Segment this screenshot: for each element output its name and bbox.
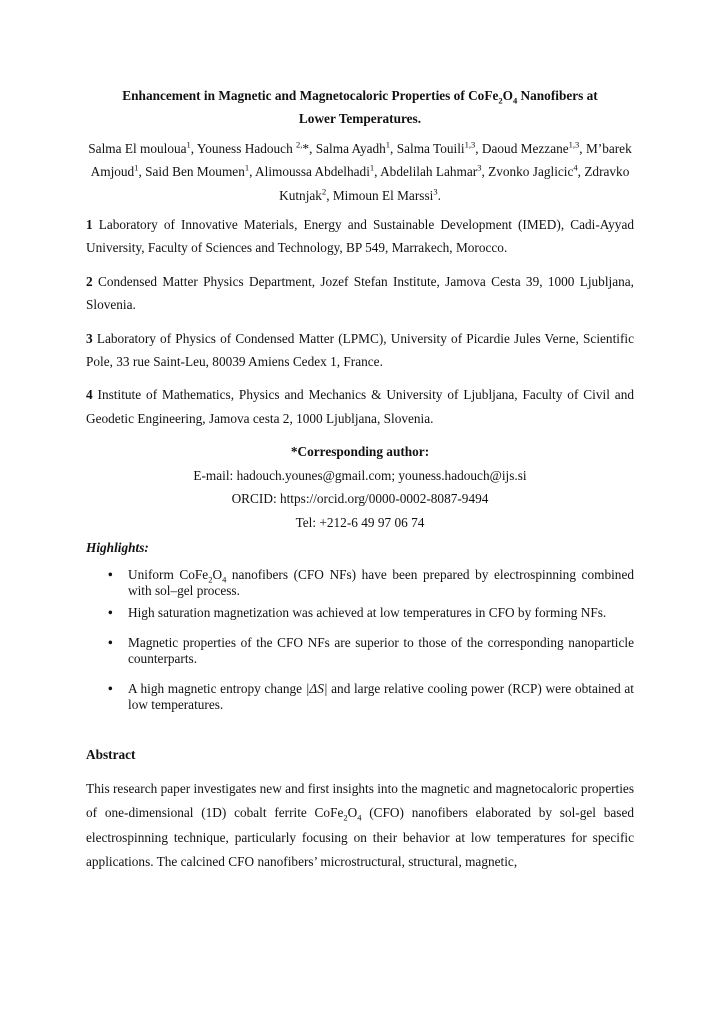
affiliation-item (86, 213, 634, 260)
author-entry (333, 188, 441, 203)
highlight-text: High saturation magnetization was achieved at low temperatures in CFO by forming NFs. (128, 605, 607, 621)
author-affiliation-sup: 1 (244, 162, 250, 173)
author-entry (488, 164, 584, 179)
corresponding-orcid: ORCID: https://orcid.org/0000-0002-8087-9494 (231, 491, 489, 507)
highlight-subscript: 2 (208, 574, 213, 585)
highlight-item (108, 605, 634, 621)
title-line2: Lower Temperatures. (298, 111, 422, 127)
paper-body (86, 84, 634, 875)
affiliation-item (86, 383, 634, 430)
affiliation-item (86, 270, 634, 317)
bullet-icon: • (108, 567, 113, 583)
bullet-icon: • (108, 635, 113, 651)
author-entry (397, 141, 482, 156)
title-subscript: 4 (512, 95, 518, 106)
affiliation-list (86, 213, 634, 430)
author-name: M’barek Amjoud (90, 140, 632, 180)
author-entry (197, 141, 316, 156)
highlight-text: Magnetic properties of the CFO NFs are superior to those of the corresponding nanoparticle counterparts. (128, 635, 634, 667)
author-affiliation-sup: 3 (477, 162, 482, 173)
affiliation-item (86, 327, 634, 374)
author-separator: , (579, 140, 586, 156)
author-name: Abdelilah Lahmar (380, 164, 478, 180)
author-separator: , (138, 164, 146, 180)
correspondence-block (86, 440, 634, 534)
title-text-post: Nanofibers at (517, 88, 598, 103)
affiliation-text: Institute of Mathematics, Physics and Mechanics & University of Ljubljana, Faculty of Civil and Geodetic Engineering, Jamova cesta 2, 1000 Ljubljana, Slovenia. (86, 387, 634, 426)
author-affiliation-sup: 2, (296, 139, 303, 150)
author-affiliation-sup: 1 (186, 139, 191, 150)
affiliation-number: 1 (86, 217, 93, 233)
author-separator: , (390, 140, 397, 156)
abstract-text-mid: O (347, 805, 358, 821)
author-separator: , (475, 140, 482, 156)
abstract-subscript: 2 (343, 812, 348, 823)
affiliation-number: 4 (86, 387, 93, 403)
author-entry (316, 141, 397, 156)
author-separator: . (437, 187, 441, 203)
author-name: Zvonko Jaglicic (488, 164, 574, 180)
title-text-mid: O (502, 88, 513, 103)
author-affiliation-sup: 3 (433, 186, 438, 197)
author-affiliation-sup: 4 (573, 162, 578, 173)
author-affiliation-sup: 1,3 (464, 139, 476, 150)
author-separator: , (374, 164, 381, 180)
author-entry (255, 164, 380, 179)
highlights-list (86, 567, 634, 713)
corresponding-author-heading: *Corresponding author: (290, 444, 430, 460)
author-separator: , (481, 164, 489, 180)
highlight-item (108, 681, 634, 713)
author-separator: , (190, 140, 197, 156)
affiliation-number: 2 (86, 273, 93, 289)
author-name: Youness Hadouch (196, 140, 297, 156)
highlight-item (108, 635, 634, 667)
abstract-subscript: 4 (357, 812, 362, 823)
title-text-pre: Enhancement in Magnetic and Magnetocaloric Properties of CoFe (122, 88, 499, 103)
author-name: Zdravko Kutnjak (279, 164, 630, 203)
author-name: Alimoussa Abdelhadi (255, 164, 370, 180)
author-name: Said Ben Moumen (145, 164, 245, 180)
highlight-subscript: 4 (222, 574, 227, 585)
corresponding-email: E-mail: hadouch.younes@gmail.com; youness.hadouch@ijs.si (193, 467, 527, 483)
highlights-heading: Highlights: (86, 539, 149, 555)
author-name: Salma El mouloua (88, 140, 187, 156)
highlight-text: Uniform CoFe (128, 567, 209, 583)
author-name: Salma Ayadh (315, 140, 386, 156)
author-separator: , (326, 187, 333, 203)
highlight-item (108, 567, 634, 599)
author-separator: , (577, 164, 585, 180)
corresponding-tel: Tel: +212-6 49 97 06 74 (295, 514, 425, 530)
affiliation-text: Laboratory of Physics of Condensed Matter (LPMC), University of Picardie Jules Verne, Scientific Pole, 33 rue Saint-Leu, 80039 Amiens Cedex 1, France. (86, 330, 634, 370)
highlight-text: nanofibers (CFO NFs) have been prepared by electrospinning combined with sol–gel process. (128, 567, 634, 599)
author-affiliation-sup: 2 (321, 186, 327, 197)
author-entry (380, 164, 488, 179)
author-name: Mimoun El Marssi (332, 187, 434, 203)
highlight-text: and large relative cooling power (RCP) were obtained at low temperatures. (128, 681, 634, 713)
highlight-math: |ΔS| (305, 681, 328, 697)
paper-title (86, 84, 634, 131)
abstract-heading: Abstract (86, 747, 136, 763)
author-entry (88, 141, 197, 156)
author-list (86, 137, 634, 207)
title-subscript: 2 (498, 95, 503, 106)
author-affiliation-sup: 1,3 (568, 139, 580, 150)
abstract-text (86, 777, 634, 875)
author-affiliation-sup: 1 (134, 162, 139, 173)
author-affiliation-sup: 1 (369, 162, 375, 173)
author-separator: , (309, 140, 316, 156)
author-entry (145, 164, 255, 179)
highlight-text: O (212, 567, 223, 583)
corresponding-marker: * (302, 140, 310, 156)
bullet-icon: • (108, 681, 113, 697)
abstract-text-pre: This research paper investigates new and first insights into the magnetic and magnetocaloric properties of one-dimensional (1D) cobalt ferrite CoFe (86, 780, 634, 821)
author-entry (482, 141, 586, 156)
affiliation-text: Laboratory of Innovative Materials, Energy and Sustainable Development (IMED), Cadi-Ayyad University, Faculty of Sciences and Technology, BP 549, Marrakech, Morocco. (86, 217, 634, 256)
bullet-icon: • (108, 605, 113, 621)
abstract-text-post: (CFO) nanofibers elaborated by sol-gel based electrospinning technique, particularly focusing on their behavior at low temperatures for specific applications. The calcined CFO nanofibers’ microstructural, structural, magnetic, (86, 805, 634, 870)
affiliation-number: 3 (86, 330, 93, 346)
author-affiliation-sup: 1 (385, 139, 391, 150)
affiliation-text: Condensed Matter Physics Department, Jozef Stefan Institute, Jamova Cesta 39, 1000 Ljubljana, Slovenia. (86, 273, 634, 313)
highlight-text: A high magnetic entropy change (128, 681, 306, 697)
author-separator: , (249, 164, 256, 180)
author-name: Salma Touili (396, 140, 465, 156)
title-line1 (122, 88, 598, 106)
author-name: Daoud Mezzane (481, 140, 569, 156)
